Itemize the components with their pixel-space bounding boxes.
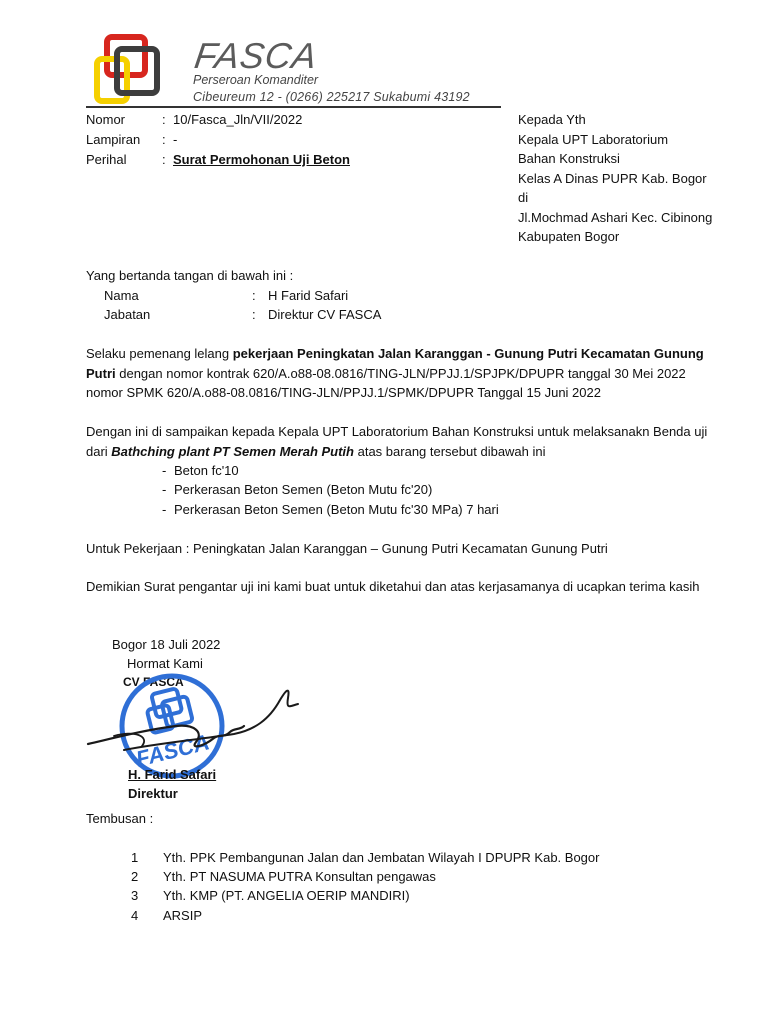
signature-company: CV FASCA — [123, 675, 184, 689]
letterhead-divider — [86, 106, 501, 108]
signer-colon: : — [252, 288, 256, 303]
recipient-line: Jl.Mochmad Ashari Kec. Cibinong — [518, 210, 713, 225]
cc-item: ARSIP — [163, 908, 203, 923]
signer-position-label: Jabatan — [104, 307, 151, 322]
closing-paragraph: Demikian Surat pengantar uji ini kami buat untuk diketahui dan atas kerjasamanya di ucapkan terima kasih — [86, 579, 700, 594]
list-bullet: - — [162, 463, 167, 478]
recipient-line: di — [518, 190, 529, 205]
cc-item: Yth. KMP (PT. ANGELIA OERIP MANDIRI) — [163, 888, 410, 903]
company-logo — [93, 33, 165, 105]
company-type: Perseroan Komanditer — [193, 73, 319, 87]
cc-number: 1 — [131, 850, 139, 865]
contract-text-c: dengan nomor kontrak 620/A.o88-08.0816/TING-JLN/PPJJ.1/SPJPK/DPUPR tanggal 30 Mei 2022 nomor SPMK 620/A.o88-08.0816/TING-JLN/PPJJ.1/SPMK/DPUPR Tanggal 15 Juni 2022 — [86, 365, 686, 400]
meta-colon: : — [162, 112, 166, 127]
signer-name: H Farid Safari — [268, 288, 349, 303]
recipient-line: Kabupaten Bogor — [518, 229, 620, 244]
recipient-line: Kepada Yth — [518, 112, 586, 127]
company-address: Cibeureum 12 - (0266) 225217 Sukabumi 43192 — [193, 90, 470, 104]
meta-value-nomor: 10/Fasca_Jln/VII/2022 — [173, 112, 303, 127]
cc-item: Yth. PPK Pembangunan Jalan dan Jembatan Wilayah I DPUPR Kab. Bogor — [163, 850, 600, 865]
contract-paragraph — [86, 344, 711, 403]
list-bullet: - — [162, 502, 167, 517]
list-bullet: - — [162, 482, 167, 497]
cc-number: 2 — [131, 869, 139, 884]
request-text-a: Dengan ini di sampaikan kepada Kepala UPT Laboratorium Bahan Konstruksi untuk melaksanakn Benda uji dari — [86, 424, 708, 459]
contract-project-name: pekerjaan Peningkatan Jalan Karanggan - Gunung Putri Kecamatan Gunung Putri — [86, 346, 704, 381]
company-name: FASCA — [192, 35, 321, 76]
meta-colon: : — [162, 152, 166, 167]
signature-name: H. Farid Safari — [128, 767, 217, 782]
meta-label-lampiran: Lampiran — [86, 132, 141, 147]
signature-title: Direktur — [128, 786, 178, 801]
meta-colon: : — [162, 132, 166, 147]
regards: Hormat Kami — [127, 656, 203, 671]
list-item: Perkerasan Beton Semen (Beton Mutu fc'30 MPa) 7 hari — [174, 502, 499, 517]
cc-number: 4 — [131, 908, 139, 923]
list-item: Perkerasan Beton Semen (Beton Mutu fc'20) — [174, 482, 433, 497]
stamp-text: FASCA — [133, 729, 212, 772]
signer-position: Direktur CV FASCA — [268, 307, 382, 322]
recipient-line: Kelas A Dinas PUPR Kab. Bogor — [518, 171, 707, 186]
meta-value-perihal: Surat Permohonan Uji Beton — [173, 152, 350, 167]
contract-text-a: Selaku pemenang lelang — [86, 346, 233, 361]
recipient-line: Bahan Konstruksi — [518, 151, 620, 166]
meta-label-perihal: Perihal — [86, 152, 127, 167]
request-plant-name: Bathching plant PT Semen Merah Putih — [111, 443, 354, 459]
list-item: Beton fc'10 — [174, 463, 239, 478]
cc-number: 3 — [131, 888, 139, 903]
meta-value-lampiran: - — [173, 132, 178, 147]
request-paragraph — [86, 422, 711, 461]
signer-colon: : — [252, 307, 256, 322]
cc-item: Yth. PT NASUMA PUTRA Konsultan pengawas — [163, 869, 436, 884]
meta-label-nomor: Nomor — [86, 112, 126, 127]
intro-text: Yang bertanda tangan di bawah ini : — [86, 268, 294, 283]
recipient-line: Kepala UPT Laboratorium — [518, 132, 669, 147]
work-line: Untuk Pekerjaan : Peningkatan Jalan Karanggan – Gunung Putri Kecamatan Gunung Putri — [86, 541, 608, 556]
signer-name-label: Nama — [104, 288, 139, 303]
cc-label: Tembusan : — [86, 811, 154, 826]
place-date: Bogor 18 Juli 2022 — [112, 637, 221, 652]
request-text-c: atas barang tersebut dibawah ini — [354, 443, 546, 459]
